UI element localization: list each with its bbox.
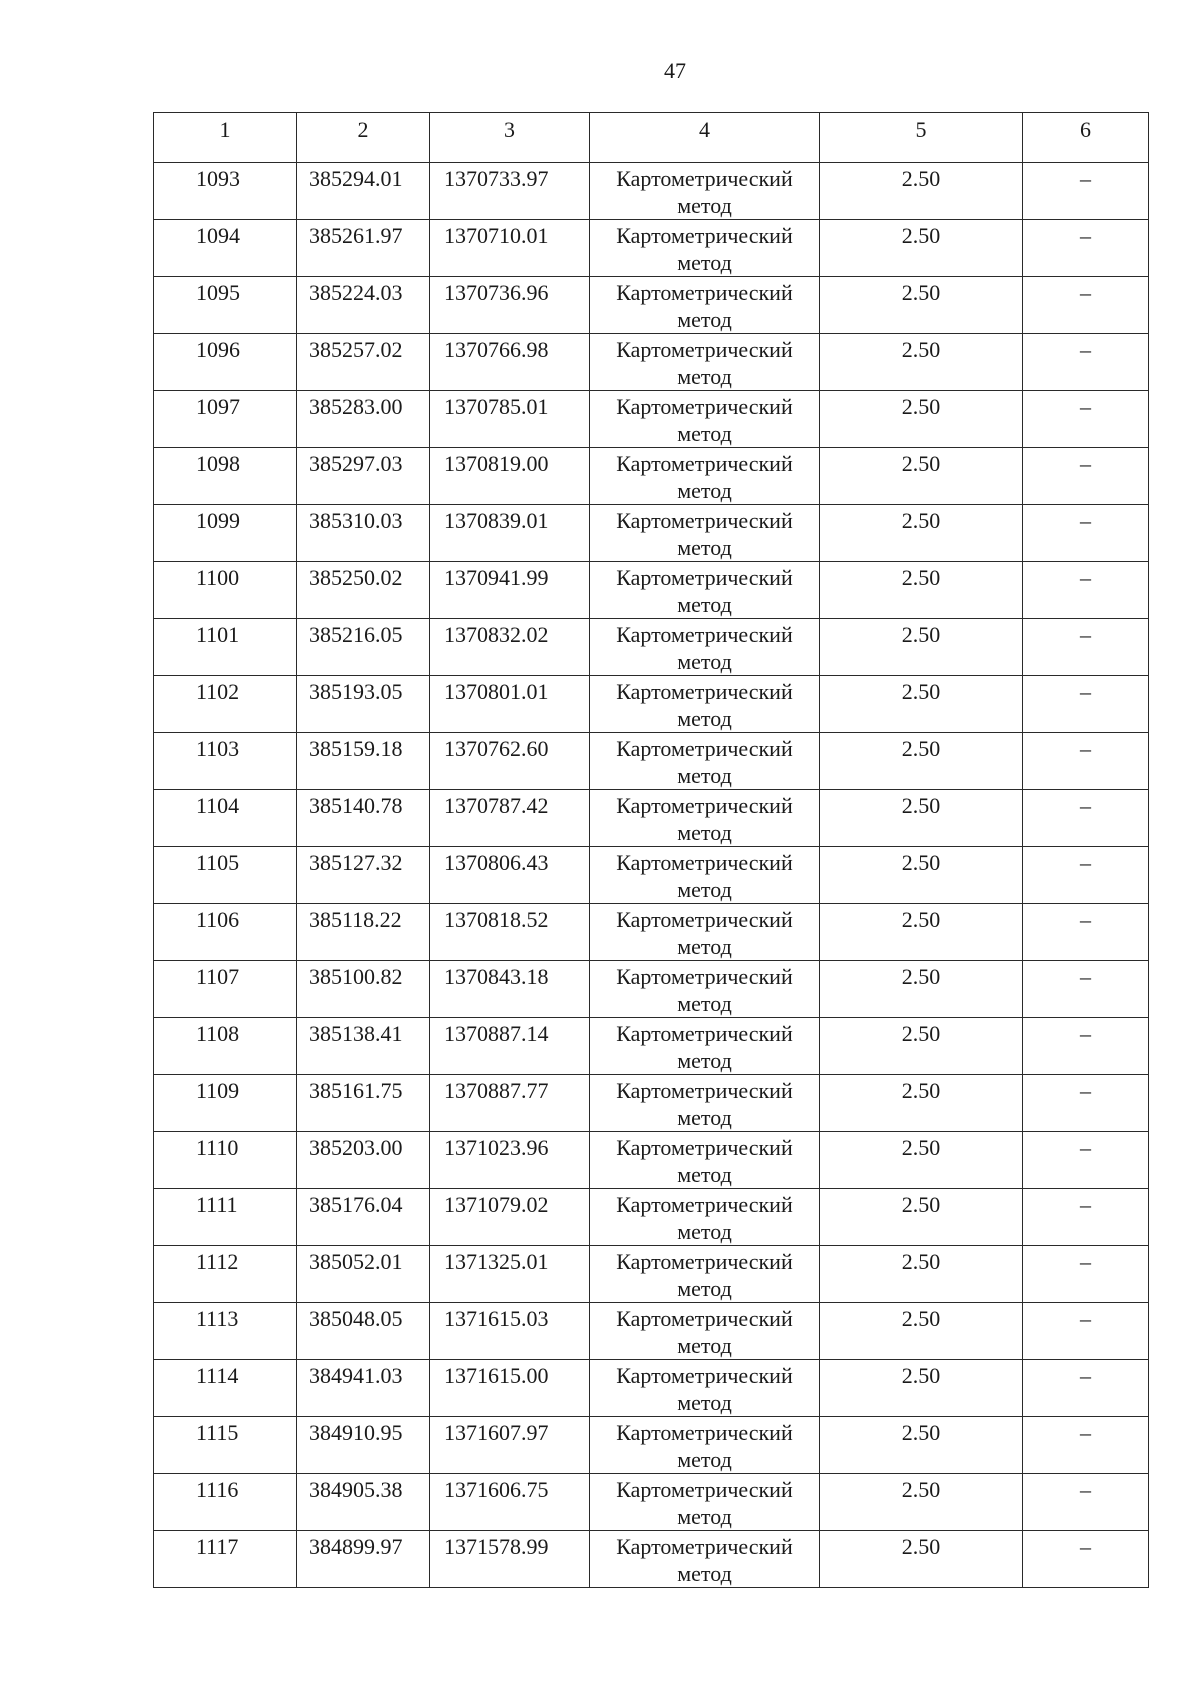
method-cell: Картометрический метод — [590, 1018, 820, 1075]
y-coordinate-cell: 1370762.60 — [430, 733, 590, 790]
method-cell: Картометрический метод — [590, 1303, 820, 1360]
method-cell: Картометрический метод — [590, 1075, 820, 1132]
table-row — [154, 1189, 1149, 1246]
accuracy-cell: 2.50 — [820, 676, 1023, 733]
accuracy-cell: 2.50 — [820, 1018, 1023, 1075]
x-coordinate-cell: 384910.95 — [297, 1417, 430, 1474]
y-coordinate-cell: 1371578.99 — [430, 1531, 590, 1588]
y-coordinate-cell: 1370710.01 — [430, 220, 590, 277]
header-col-1: 1 — [154, 113, 297, 163]
y-coordinate-cell: 1370941.99 — [430, 562, 590, 619]
accuracy-cell: 2.50 — [820, 562, 1023, 619]
accuracy-cell: 2.50 — [820, 505, 1023, 562]
table-row — [154, 163, 1149, 220]
note-cell: – — [1023, 1417, 1149, 1474]
x-coordinate-cell: 385297.03 — [297, 448, 430, 505]
table-row — [154, 277, 1149, 334]
accuracy-cell: 2.50 — [820, 163, 1023, 220]
method-cell: Картометрический метод — [590, 562, 820, 619]
table-row — [154, 220, 1149, 277]
point-number-cell: 1096 — [154, 334, 297, 391]
x-coordinate-cell: 384941.03 — [297, 1360, 430, 1417]
accuracy-cell: 2.50 — [820, 619, 1023, 676]
header-col-4: 4 — [590, 113, 820, 163]
method-cell: Картометрический метод — [590, 1132, 820, 1189]
table-row — [154, 847, 1149, 904]
x-coordinate-cell: 385310.03 — [297, 505, 430, 562]
method-cell: Картометрический метод — [590, 847, 820, 904]
point-number-cell: 1098 — [154, 448, 297, 505]
x-coordinate-cell: 385224.03 — [297, 277, 430, 334]
accuracy-cell: 2.50 — [820, 448, 1023, 505]
note-cell: – — [1023, 904, 1149, 961]
y-coordinate-cell: 1370733.97 — [430, 163, 590, 220]
y-coordinate-cell: 1371079.02 — [430, 1189, 590, 1246]
page-number: 47 — [664, 58, 686, 83]
table-row — [154, 562, 1149, 619]
y-coordinate-cell: 1370887.77 — [430, 1075, 590, 1132]
accuracy-cell: 2.50 — [820, 961, 1023, 1018]
y-coordinate-cell: 1370766.98 — [430, 334, 590, 391]
table-body — [154, 163, 1149, 1588]
point-number-cell: 1105 — [154, 847, 297, 904]
x-coordinate-cell: 385216.05 — [297, 619, 430, 676]
header-row — [154, 113, 1149, 163]
method-cell: Картометрический метод — [590, 1531, 820, 1588]
x-coordinate-cell: 385261.97 — [297, 220, 430, 277]
note-cell: – — [1023, 1075, 1149, 1132]
point-number-cell: 1110 — [154, 1132, 297, 1189]
note-cell: – — [1023, 220, 1149, 277]
point-number-cell: 1100 — [154, 562, 297, 619]
x-coordinate-cell: 385294.01 — [297, 163, 430, 220]
method-cell: Картометрический метод — [590, 220, 820, 277]
table-row — [154, 1018, 1149, 1075]
note-cell: – — [1023, 1531, 1149, 1588]
y-coordinate-cell: 1370806.43 — [430, 847, 590, 904]
accuracy-cell: 2.50 — [820, 1474, 1023, 1531]
method-cell: Картометрический метод — [590, 1246, 820, 1303]
point-number-cell: 1097 — [154, 391, 297, 448]
note-cell: – — [1023, 562, 1149, 619]
point-number-cell: 1113 — [154, 1303, 297, 1360]
note-cell: – — [1023, 619, 1149, 676]
point-number-cell: 1099 — [154, 505, 297, 562]
x-coordinate-cell: 384905.38 — [297, 1474, 430, 1531]
note-cell: – — [1023, 733, 1149, 790]
point-number-cell: 1107 — [154, 961, 297, 1018]
x-coordinate-cell: 385257.02 — [297, 334, 430, 391]
table-row — [154, 790, 1149, 847]
method-cell: Картометрический метод — [590, 1474, 820, 1531]
x-coordinate-cell: 385140.78 — [297, 790, 430, 847]
y-coordinate-cell: 1370818.52 — [430, 904, 590, 961]
point-number-cell: 1103 — [154, 733, 297, 790]
header-col-5: 5 — [820, 113, 1023, 163]
y-coordinate-cell: 1370819.00 — [430, 448, 590, 505]
table-row — [154, 904, 1149, 961]
accuracy-cell: 2.50 — [820, 1531, 1023, 1588]
table-row — [154, 1417, 1149, 1474]
accuracy-cell: 2.50 — [820, 1075, 1023, 1132]
y-coordinate-cell: 1370839.01 — [430, 505, 590, 562]
accuracy-cell: 2.50 — [820, 904, 1023, 961]
point-number-cell: 1101 — [154, 619, 297, 676]
note-cell: – — [1023, 163, 1149, 220]
method-cell: Картометрический метод — [590, 619, 820, 676]
method-cell: Картометрический метод — [590, 1360, 820, 1417]
y-coordinate-cell: 1370887.14 — [430, 1018, 590, 1075]
table-row — [154, 733, 1149, 790]
note-cell: – — [1023, 1132, 1149, 1189]
note-cell: – — [1023, 1360, 1149, 1417]
note-cell: – — [1023, 847, 1149, 904]
x-coordinate-cell: 385100.82 — [297, 961, 430, 1018]
accuracy-cell: 2.50 — [820, 391, 1023, 448]
point-number-cell: 1117 — [154, 1531, 297, 1588]
method-cell: Картометрический метод — [590, 904, 820, 961]
x-coordinate-cell: 385161.75 — [297, 1075, 430, 1132]
x-coordinate-cell: 385127.32 — [297, 847, 430, 904]
point-number-cell: 1093 — [154, 163, 297, 220]
table-row — [154, 1246, 1149, 1303]
table-row — [154, 676, 1149, 733]
y-coordinate-cell: 1371607.97 — [430, 1417, 590, 1474]
table-row — [154, 391, 1149, 448]
coordinates-table — [153, 112, 1149, 1588]
point-number-cell: 1108 — [154, 1018, 297, 1075]
accuracy-cell: 2.50 — [820, 277, 1023, 334]
note-cell: – — [1023, 391, 1149, 448]
x-coordinate-cell: 385283.00 — [297, 391, 430, 448]
table-row — [154, 448, 1149, 505]
x-coordinate-cell: 385159.18 — [297, 733, 430, 790]
note-cell: – — [1023, 790, 1149, 847]
accuracy-cell: 2.50 — [820, 1417, 1023, 1474]
method-cell: Картометрический метод — [590, 733, 820, 790]
point-number-cell: 1109 — [154, 1075, 297, 1132]
note-cell: – — [1023, 1303, 1149, 1360]
table-row — [154, 1075, 1149, 1132]
accuracy-cell: 2.50 — [820, 334, 1023, 391]
note-cell: – — [1023, 1474, 1149, 1531]
header-col-2: 2 — [297, 113, 430, 163]
accuracy-cell: 2.50 — [820, 790, 1023, 847]
note-cell: – — [1023, 1246, 1149, 1303]
x-coordinate-cell: 385048.05 — [297, 1303, 430, 1360]
x-coordinate-cell: 385193.05 — [297, 676, 430, 733]
y-coordinate-cell: 1371615.00 — [430, 1360, 590, 1417]
method-cell: Картометрический метод — [590, 961, 820, 1018]
method-cell: Картометрический метод — [590, 277, 820, 334]
table-row — [154, 1474, 1149, 1531]
y-coordinate-cell: 1370787.42 — [430, 790, 590, 847]
table-row — [154, 1360, 1149, 1417]
method-cell: Картометрический метод — [590, 790, 820, 847]
accuracy-cell: 2.50 — [820, 847, 1023, 904]
point-number-cell: 1111 — [154, 1189, 297, 1246]
table-row — [154, 334, 1149, 391]
table-header — [154, 113, 1149, 163]
point-number-cell: 1095 — [154, 277, 297, 334]
header-col-6: 6 — [1023, 113, 1149, 163]
note-cell: – — [1023, 334, 1149, 391]
note-cell: – — [1023, 505, 1149, 562]
note-cell: – — [1023, 961, 1149, 1018]
table-row — [154, 961, 1149, 1018]
x-coordinate-cell: 385176.04 — [297, 1189, 430, 1246]
point-number-cell: 1094 — [154, 220, 297, 277]
note-cell: – — [1023, 676, 1149, 733]
x-coordinate-cell: 385118.22 — [297, 904, 430, 961]
accuracy-cell: 2.50 — [820, 1303, 1023, 1360]
y-coordinate-cell: 1371615.03 — [430, 1303, 590, 1360]
method-cell: Картометрический метод — [590, 676, 820, 733]
accuracy-cell: 2.50 — [820, 1189, 1023, 1246]
method-cell: Картометрический метод — [590, 448, 820, 505]
header-col-3: 3 — [430, 113, 590, 163]
method-cell: Картометрический метод — [590, 334, 820, 391]
method-cell: Картометрический метод — [590, 163, 820, 220]
y-coordinate-cell: 1371325.01 — [430, 1246, 590, 1303]
note-cell: – — [1023, 448, 1149, 505]
method-cell: Картометрический метод — [590, 505, 820, 562]
method-cell: Картометрический метод — [590, 1417, 820, 1474]
table-row — [154, 1132, 1149, 1189]
y-coordinate-cell: 1370736.96 — [430, 277, 590, 334]
point-number-cell: 1106 — [154, 904, 297, 961]
y-coordinate-cell: 1371606.75 — [430, 1474, 590, 1531]
x-coordinate-cell: 385138.41 — [297, 1018, 430, 1075]
table-row — [154, 1531, 1149, 1588]
note-cell: – — [1023, 1018, 1149, 1075]
accuracy-cell: 2.50 — [820, 733, 1023, 790]
table-row — [154, 1303, 1149, 1360]
point-number-cell: 1114 — [154, 1360, 297, 1417]
table-row — [154, 619, 1149, 676]
accuracy-cell: 2.50 — [820, 1360, 1023, 1417]
note-cell: – — [1023, 1189, 1149, 1246]
point-number-cell: 1116 — [154, 1474, 297, 1531]
point-number-cell: 1102 — [154, 676, 297, 733]
accuracy-cell: 2.50 — [820, 220, 1023, 277]
x-coordinate-cell: 385250.02 — [297, 562, 430, 619]
point-number-cell: 1104 — [154, 790, 297, 847]
x-coordinate-cell: 384899.97 — [297, 1531, 430, 1588]
point-number-cell: 1112 — [154, 1246, 297, 1303]
y-coordinate-cell: 1370832.02 — [430, 619, 590, 676]
accuracy-cell: 2.50 — [820, 1246, 1023, 1303]
y-coordinate-cell: 1370843.18 — [430, 961, 590, 1018]
method-cell: Картометрический метод — [590, 391, 820, 448]
table-row — [154, 505, 1149, 562]
y-coordinate-cell: 1370785.01 — [430, 391, 590, 448]
note-cell: – — [1023, 277, 1149, 334]
accuracy-cell: 2.50 — [820, 1132, 1023, 1189]
method-cell: Картометрический метод — [590, 1189, 820, 1246]
y-coordinate-cell: 1371023.96 — [430, 1132, 590, 1189]
y-coordinate-cell: 1370801.01 — [430, 676, 590, 733]
x-coordinate-cell: 385052.01 — [297, 1246, 430, 1303]
x-coordinate-cell: 385203.00 — [297, 1132, 430, 1189]
point-number-cell: 1115 — [154, 1417, 297, 1474]
